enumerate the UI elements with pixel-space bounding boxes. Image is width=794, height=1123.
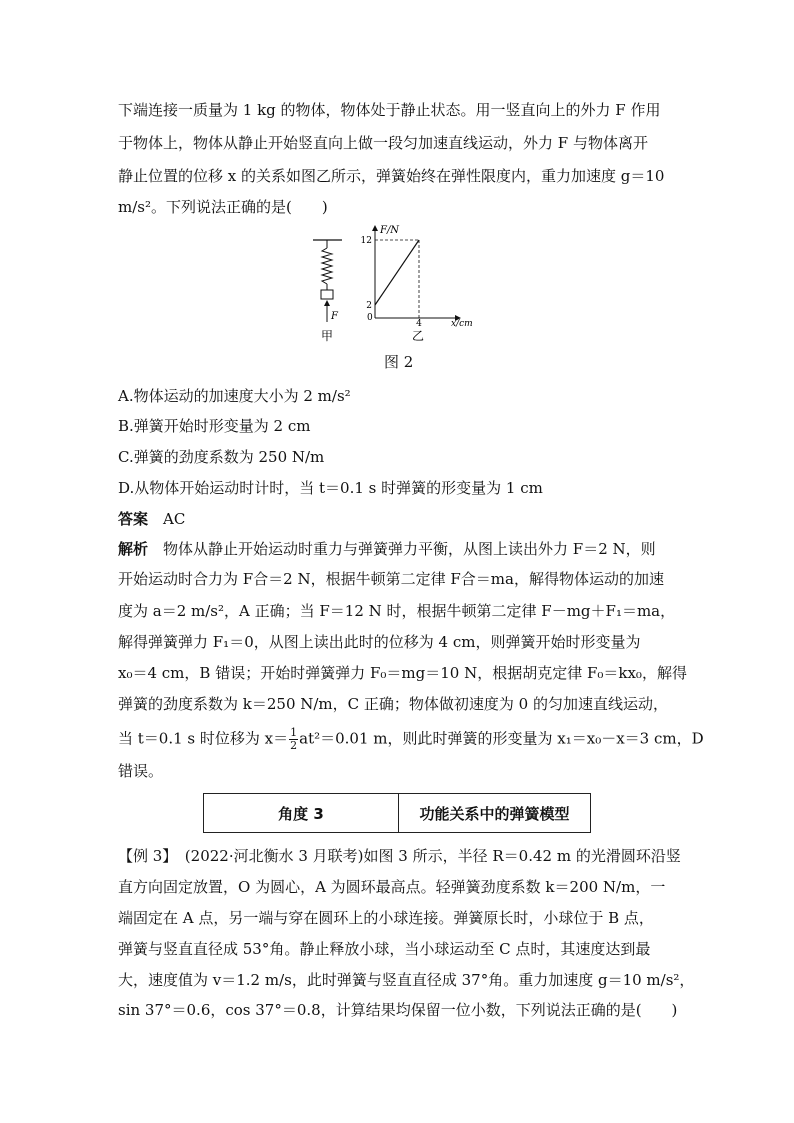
figure-svg: [308, 222, 498, 352]
analysis-label: 解析: [118, 540, 149, 558]
analysis-line-5: x₀＝4 cm，B 错误；开始时弹簧弹力 F₀＝mg＝10 N，根据胡克定律 F₀＝kx₀，解得: [118, 664, 687, 682]
analysis-text-7a: 当 t＝0.1 s 时位移为 x＝: [118, 729, 289, 748]
option-c: C.弹簧的劲度系数为 250 N/m: [118, 448, 325, 466]
y-axis-arrow: [372, 225, 378, 231]
answer-label: 答案: [118, 510, 149, 528]
label-jia: 甲: [321, 329, 334, 343]
force-label: F: [331, 311, 338, 322]
y-tick-2: 2: [366, 301, 372, 311]
section-angle-label: 角度 3: [204, 794, 399, 832]
spring-coil: [322, 248, 332, 284]
problem-line-1: 下端连接一质量为 1 kg 的物体，物体处于静止状态。用一竖直向上的外力 F 作用: [118, 101, 661, 119]
analysis-line-1: [118, 539, 656, 559]
analysis-line-2: 开始运动时合力为 F合＝2 N，根据牛顿第二定律 F合＝ma，解得物体运动的加速: [118, 570, 664, 588]
option-a: A.物体运动的加速度大小为 2 m/s²: [118, 387, 351, 405]
problem-line-3: 静止位置的位移 x 的关系如图乙所示，弹簧始终在弹性限度内，重力加速度 g＝10: [118, 167, 665, 185]
data-series-line: [375, 240, 419, 305]
section-topic-label: 功能关系中的弹簧模型: [419, 804, 570, 823]
fraction-denominator: 2: [290, 739, 298, 752]
example-line-6: sin 37°＝0.6，cos 37°＝0.8，计算结果均保留一位小数，下列说法正确的是( ): [118, 1001, 678, 1019]
analysis-line-6: 弹簧的劲度系数为 k＝250 N/m，C 正确；物体做初速度为 0 的匀加速直线运动，: [118, 695, 668, 713]
x-axis-label: x/cm: [451, 319, 473, 329]
label-yi: 乙: [412, 329, 425, 343]
option-b: B.弹簧开始时形变量为 2 cm: [118, 417, 311, 435]
analysis-text-7b: at²＝0.01 m，则此时弹簧的形变量为 x₁＝x₀－x＝3 cm，D: [299, 729, 704, 748]
example-line-4: 弹簧与竖直直径成 53°角。静止释放小球，当小球运动至 C 点时，其速度达到最: [118, 940, 651, 958]
answer-row: [118, 509, 185, 529]
section-header-box: [203, 793, 591, 833]
y-tick-12: 12: [360, 236, 372, 246]
analysis-line-7: [118, 727, 704, 752]
problem-line-4: m/s²。下列说法正确的是( ): [118, 198, 328, 216]
x-tick-4: 4: [416, 319, 422, 329]
problem-line-2: 于物体上，物体从静止开始竖直向上做一段匀加速直线运动，外力 F 与物体离开: [118, 134, 648, 152]
example-line-3: 端固定在 A 点，另一端与穿在圆环上的小球连接。弹簧原长时，小球位于 B 点，: [118, 909, 654, 927]
y-axis-label: F/N: [380, 225, 400, 236]
force-arrow-head: [324, 300, 330, 306]
fraction-half: [289, 727, 298, 752]
option-d: D.从物体开始运动时计时，当 t＝0.1 s 时弹簧的形变量为 1 cm: [118, 479, 543, 497]
example-line-2: 直方向固定放置，O 为圆心，A 为圆环最高点。轻弹簧劲度系数 k＝200 N/m，一: [118, 878, 666, 896]
answer-value: AC: [163, 510, 186, 528]
figure-2: [308, 222, 498, 352]
mass-block: [321, 290, 333, 299]
origin-label: 0: [367, 313, 373, 323]
fraction-numerator: 1: [290, 726, 298, 739]
analysis-line-8: 错误。: [118, 762, 164, 780]
analysis-line-4: 解得弹簧弹力 F₁＝0，从图上读出此时的位移为 4 cm，则弹簧开始时形变量为: [118, 633, 641, 651]
analysis-text-1: 物体从静止开始运动时重力与弹簧弹力平衡，从图上读出外力 F＝2 N，则: [163, 540, 656, 558]
figure-caption: 图 2: [384, 353, 414, 371]
example-line-5: 大，速度值为 v＝1.2 m/s，此时弹簧与竖直直径成 37°角。重力加速度 g＝10 m/s²，: [118, 971, 695, 989]
analysis-line-3: 度为 a＝2 m/s²，A 正确；当 F＝12 N 时，根据牛顿第二定律 F－mg＋F₁＝ma，: [118, 602, 676, 620]
example-line-1: 【例 3】 (2022·河北衡水 3 月联考)如图 3 所示，半径 R＝0.42 m 的光滑圆环沿竖: [118, 847, 681, 865]
